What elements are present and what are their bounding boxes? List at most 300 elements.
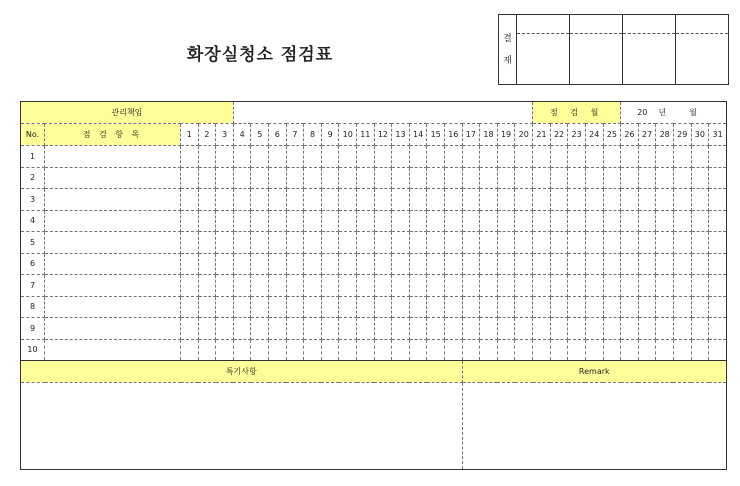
check-cell[interactable] xyxy=(198,275,216,297)
check-cell[interactable] xyxy=(480,275,498,297)
approval-slot[interactable] xyxy=(623,15,676,85)
check-cell[interactable] xyxy=(357,146,375,168)
check-cell[interactable] xyxy=(585,167,603,189)
check-cell[interactable] xyxy=(515,253,533,275)
check-cell[interactable] xyxy=(444,318,462,340)
check-cell[interactable] xyxy=(181,253,199,275)
item-cell[interactable] xyxy=(45,189,181,211)
check-cell[interactable] xyxy=(321,296,339,318)
check-cell[interactable] xyxy=(251,167,269,189)
item-cell[interactable] xyxy=(45,167,181,189)
check-cell[interactable] xyxy=(462,253,480,275)
check-cell[interactable] xyxy=(181,210,199,232)
check-cell[interactable] xyxy=(427,189,445,211)
check-cell[interactable] xyxy=(515,296,533,318)
check-cell[interactable] xyxy=(286,318,304,340)
check-cell[interactable] xyxy=(198,296,216,318)
check-cell[interactable] xyxy=(621,189,639,211)
check-cell[interactable] xyxy=(392,296,410,318)
check-cell[interactable] xyxy=(286,189,304,211)
check-cell[interactable] xyxy=(533,296,551,318)
check-cell[interactable] xyxy=(691,146,709,168)
check-cell[interactable] xyxy=(568,318,586,340)
check-cell[interactable] xyxy=(374,296,392,318)
check-cell[interactable] xyxy=(533,253,551,275)
check-cell[interactable] xyxy=(462,167,480,189)
check-cell[interactable] xyxy=(233,232,251,254)
check-cell[interactable] xyxy=(621,232,639,254)
check-cell[interactable] xyxy=(321,210,339,232)
check-cell[interactable] xyxy=(656,318,674,340)
check-cell[interactable] xyxy=(304,253,322,275)
check-cell[interactable] xyxy=(691,167,709,189)
check-cell[interactable] xyxy=(321,253,339,275)
check-cell[interactable] xyxy=(392,146,410,168)
check-cell[interactable] xyxy=(251,210,269,232)
check-cell[interactable] xyxy=(621,210,639,232)
check-cell[interactable] xyxy=(515,189,533,211)
check-cell[interactable] xyxy=(691,296,709,318)
item-cell[interactable] xyxy=(45,339,181,361)
check-cell[interactable] xyxy=(216,210,234,232)
check-cell[interactable] xyxy=(216,189,234,211)
check-cell[interactable] xyxy=(357,210,375,232)
check-cell[interactable] xyxy=(444,253,462,275)
check-cell[interactable] xyxy=(181,232,199,254)
check-cell[interactable] xyxy=(533,210,551,232)
check-cell[interactable] xyxy=(339,232,357,254)
check-cell[interactable] xyxy=(321,339,339,361)
check-cell[interactable] xyxy=(568,167,586,189)
check-cell[interactable] xyxy=(603,318,621,340)
check-cell[interactable] xyxy=(286,232,304,254)
item-cell[interactable] xyxy=(45,146,181,168)
check-cell[interactable] xyxy=(709,318,727,340)
check-cell[interactable] xyxy=(427,275,445,297)
check-cell[interactable] xyxy=(321,275,339,297)
check-cell[interactable] xyxy=(568,210,586,232)
check-cell[interactable] xyxy=(603,210,621,232)
check-cell[interactable] xyxy=(357,189,375,211)
check-cell[interactable] xyxy=(269,296,287,318)
check-cell[interactable] xyxy=(497,146,515,168)
check-cell[interactable] xyxy=(497,318,515,340)
check-cell[interactable] xyxy=(673,146,691,168)
check-cell[interactable] xyxy=(533,232,551,254)
check-cell[interactable] xyxy=(673,189,691,211)
check-cell[interactable] xyxy=(251,232,269,254)
check-cell[interactable] xyxy=(427,318,445,340)
check-cell[interactable] xyxy=(233,189,251,211)
check-cell[interactable] xyxy=(497,339,515,361)
check-cell[interactable] xyxy=(585,210,603,232)
check-cell[interactable] xyxy=(621,275,639,297)
check-cell[interactable] xyxy=(656,210,674,232)
check-cell[interactable] xyxy=(603,253,621,275)
check-cell[interactable] xyxy=(480,253,498,275)
check-cell[interactable] xyxy=(251,318,269,340)
check-cell[interactable] xyxy=(427,232,445,254)
check-cell[interactable] xyxy=(515,318,533,340)
check-cell[interactable] xyxy=(533,339,551,361)
check-cell[interactable] xyxy=(673,253,691,275)
check-cell[interactable] xyxy=(673,275,691,297)
check-cell[interactable] xyxy=(480,296,498,318)
check-cell[interactable] xyxy=(392,189,410,211)
check-cell[interactable] xyxy=(339,210,357,232)
check-cell[interactable] xyxy=(233,296,251,318)
check-cell[interactable] xyxy=(585,253,603,275)
check-cell[interactable] xyxy=(286,296,304,318)
check-cell[interactable] xyxy=(374,232,392,254)
check-cell[interactable] xyxy=(462,339,480,361)
check-cell[interactable] xyxy=(357,167,375,189)
check-cell[interactable] xyxy=(568,146,586,168)
check-cell[interactable] xyxy=(480,318,498,340)
notes-field[interactable] xyxy=(21,383,463,470)
check-cell[interactable] xyxy=(339,339,357,361)
check-cell[interactable] xyxy=(339,253,357,275)
check-cell[interactable] xyxy=(691,210,709,232)
check-cell[interactable] xyxy=(216,296,234,318)
check-cell[interactable] xyxy=(216,146,234,168)
check-cell[interactable] xyxy=(691,275,709,297)
check-cell[interactable] xyxy=(603,339,621,361)
check-cell[interactable] xyxy=(198,210,216,232)
check-cell[interactable] xyxy=(304,146,322,168)
check-cell[interactable] xyxy=(480,167,498,189)
inspection-month-field[interactable] xyxy=(621,102,727,124)
check-cell[interactable] xyxy=(462,296,480,318)
check-cell[interactable] xyxy=(550,210,568,232)
check-cell[interactable] xyxy=(621,253,639,275)
check-cell[interactable] xyxy=(321,232,339,254)
check-cell[interactable] xyxy=(656,189,674,211)
check-cell[interactable] xyxy=(392,232,410,254)
check-cell[interactable] xyxy=(621,339,639,361)
check-cell[interactable] xyxy=(321,318,339,340)
check-cell[interactable] xyxy=(357,318,375,340)
check-cell[interactable] xyxy=(321,189,339,211)
check-cell[interactable] xyxy=(585,232,603,254)
check-cell[interactable] xyxy=(638,253,656,275)
check-cell[interactable] xyxy=(427,253,445,275)
check-cell[interactable] xyxy=(233,167,251,189)
check-cell[interactable] xyxy=(251,146,269,168)
check-cell[interactable] xyxy=(480,146,498,168)
check-cell[interactable] xyxy=(656,275,674,297)
item-cell[interactable] xyxy=(45,210,181,232)
check-cell[interactable] xyxy=(550,339,568,361)
check-cell[interactable] xyxy=(497,275,515,297)
check-cell[interactable] xyxy=(339,318,357,340)
check-cell[interactable] xyxy=(251,339,269,361)
check-cell[interactable] xyxy=(339,167,357,189)
check-cell[interactable] xyxy=(286,339,304,361)
check-cell[interactable] xyxy=(357,275,375,297)
check-cell[interactable] xyxy=(585,339,603,361)
check-cell[interactable] xyxy=(515,339,533,361)
check-cell[interactable] xyxy=(621,146,639,168)
check-cell[interactable] xyxy=(409,210,427,232)
check-cell[interactable] xyxy=(409,146,427,168)
check-cell[interactable] xyxy=(691,253,709,275)
check-cell[interactable] xyxy=(321,167,339,189)
check-cell[interactable] xyxy=(409,167,427,189)
check-cell[interactable] xyxy=(374,189,392,211)
check-cell[interactable] xyxy=(409,253,427,275)
check-cell[interactable] xyxy=(480,189,498,211)
check-cell[interactable] xyxy=(198,189,216,211)
check-cell[interactable] xyxy=(480,210,498,232)
check-cell[interactable] xyxy=(550,318,568,340)
check-cell[interactable] xyxy=(269,146,287,168)
check-cell[interactable] xyxy=(233,146,251,168)
check-cell[interactable] xyxy=(181,318,199,340)
check-cell[interactable] xyxy=(515,167,533,189)
check-cell[interactable] xyxy=(709,210,727,232)
check-cell[interactable] xyxy=(550,253,568,275)
check-cell[interactable] xyxy=(269,318,287,340)
check-cell[interactable] xyxy=(462,232,480,254)
check-cell[interactable] xyxy=(216,253,234,275)
check-cell[interactable] xyxy=(550,296,568,318)
check-cell[interactable] xyxy=(585,189,603,211)
check-cell[interactable] xyxy=(638,146,656,168)
check-cell[interactable] xyxy=(286,210,304,232)
check-cell[interactable] xyxy=(181,189,199,211)
check-cell[interactable] xyxy=(462,189,480,211)
check-cell[interactable] xyxy=(233,339,251,361)
item-cell[interactable] xyxy=(45,275,181,297)
manager-field[interactable] xyxy=(233,102,532,124)
check-cell[interactable] xyxy=(603,275,621,297)
check-cell[interactable] xyxy=(709,146,727,168)
check-cell[interactable] xyxy=(656,296,674,318)
check-cell[interactable] xyxy=(374,253,392,275)
check-cell[interactable] xyxy=(427,210,445,232)
check-cell[interactable] xyxy=(550,146,568,168)
check-cell[interactable] xyxy=(621,296,639,318)
check-cell[interactable] xyxy=(304,339,322,361)
check-cell[interactable] xyxy=(709,253,727,275)
check-cell[interactable] xyxy=(251,296,269,318)
check-cell[interactable] xyxy=(603,296,621,318)
check-cell[interactable] xyxy=(585,275,603,297)
check-cell[interactable] xyxy=(603,232,621,254)
check-cell[interactable] xyxy=(427,339,445,361)
check-cell[interactable] xyxy=(181,296,199,318)
check-cell[interactable] xyxy=(709,296,727,318)
check-cell[interactable] xyxy=(409,232,427,254)
check-cell[interactable] xyxy=(198,167,216,189)
check-cell[interactable] xyxy=(304,275,322,297)
item-cell[interactable] xyxy=(45,232,181,254)
check-cell[interactable] xyxy=(374,275,392,297)
check-cell[interactable] xyxy=(550,189,568,211)
check-cell[interactable] xyxy=(233,275,251,297)
check-cell[interactable] xyxy=(515,210,533,232)
check-cell[interactable] xyxy=(603,146,621,168)
check-cell[interactable] xyxy=(497,189,515,211)
check-cell[interactable] xyxy=(339,146,357,168)
check-cell[interactable] xyxy=(673,232,691,254)
check-cell[interactable] xyxy=(568,253,586,275)
check-cell[interactable] xyxy=(392,167,410,189)
item-cell[interactable] xyxy=(45,253,181,275)
check-cell[interactable] xyxy=(198,232,216,254)
check-cell[interactable] xyxy=(497,253,515,275)
check-cell[interactable] xyxy=(462,275,480,297)
check-cell[interactable] xyxy=(269,253,287,275)
check-cell[interactable] xyxy=(673,167,691,189)
item-cell[interactable] xyxy=(45,296,181,318)
check-cell[interactable] xyxy=(638,210,656,232)
check-cell[interactable] xyxy=(533,189,551,211)
check-cell[interactable] xyxy=(321,146,339,168)
check-cell[interactable] xyxy=(444,232,462,254)
check-cell[interactable] xyxy=(603,167,621,189)
check-cell[interactable] xyxy=(269,210,287,232)
check-cell[interactable] xyxy=(444,210,462,232)
check-cell[interactable] xyxy=(709,167,727,189)
check-cell[interactable] xyxy=(233,253,251,275)
check-cell[interactable] xyxy=(638,339,656,361)
check-cell[interactable] xyxy=(251,275,269,297)
check-cell[interactable] xyxy=(357,253,375,275)
check-cell[interactable] xyxy=(480,232,498,254)
check-cell[interactable] xyxy=(427,146,445,168)
check-cell[interactable] xyxy=(339,189,357,211)
check-cell[interactable] xyxy=(444,296,462,318)
check-cell[interactable] xyxy=(181,167,199,189)
check-cell[interactable] xyxy=(181,339,199,361)
approval-slot[interactable] xyxy=(570,15,623,85)
check-cell[interactable] xyxy=(216,232,234,254)
check-cell[interactable] xyxy=(638,318,656,340)
check-cell[interactable] xyxy=(709,275,727,297)
check-cell[interactable] xyxy=(621,167,639,189)
check-cell[interactable] xyxy=(656,339,674,361)
check-cell[interactable] xyxy=(497,296,515,318)
check-cell[interactable] xyxy=(286,146,304,168)
check-cell[interactable] xyxy=(216,318,234,340)
check-cell[interactable] xyxy=(392,318,410,340)
check-cell[interactable] xyxy=(709,339,727,361)
check-cell[interactable] xyxy=(304,296,322,318)
check-cell[interactable] xyxy=(691,339,709,361)
check-cell[interactable] xyxy=(286,275,304,297)
check-cell[interactable] xyxy=(462,210,480,232)
check-cell[interactable] xyxy=(198,253,216,275)
check-cell[interactable] xyxy=(444,189,462,211)
check-cell[interactable] xyxy=(392,339,410,361)
check-cell[interactable] xyxy=(357,339,375,361)
check-cell[interactable] xyxy=(374,318,392,340)
check-cell[interactable] xyxy=(550,232,568,254)
check-cell[interactable] xyxy=(251,189,269,211)
check-cell[interactable] xyxy=(216,275,234,297)
check-cell[interactable] xyxy=(621,318,639,340)
check-cell[interactable] xyxy=(233,318,251,340)
check-cell[interactable] xyxy=(638,232,656,254)
check-cell[interactable] xyxy=(533,167,551,189)
check-cell[interactable] xyxy=(286,253,304,275)
check-cell[interactable] xyxy=(568,189,586,211)
check-cell[interactable] xyxy=(515,146,533,168)
check-cell[interactable] xyxy=(198,339,216,361)
check-cell[interactable] xyxy=(709,189,727,211)
check-cell[interactable] xyxy=(216,167,234,189)
check-cell[interactable] xyxy=(709,232,727,254)
check-cell[interactable] xyxy=(374,167,392,189)
check-cell[interactable] xyxy=(691,318,709,340)
approval-slot[interactable] xyxy=(676,15,729,85)
check-cell[interactable] xyxy=(638,275,656,297)
check-cell[interactable] xyxy=(444,339,462,361)
check-cell[interactable] xyxy=(638,296,656,318)
check-cell[interactable] xyxy=(497,167,515,189)
check-cell[interactable] xyxy=(444,275,462,297)
check-cell[interactable] xyxy=(409,318,427,340)
check-cell[interactable] xyxy=(462,318,480,340)
check-cell[interactable] xyxy=(198,318,216,340)
check-cell[interactable] xyxy=(497,210,515,232)
check-cell[interactable] xyxy=(656,232,674,254)
check-cell[interactable] xyxy=(233,210,251,232)
check-cell[interactable] xyxy=(673,339,691,361)
check-cell[interactable] xyxy=(673,296,691,318)
check-cell[interactable] xyxy=(444,167,462,189)
check-cell[interactable] xyxy=(533,275,551,297)
check-cell[interactable] xyxy=(304,167,322,189)
check-cell[interactable] xyxy=(304,210,322,232)
check-cell[interactable] xyxy=(392,210,410,232)
check-cell[interactable] xyxy=(656,167,674,189)
item-cell[interactable] xyxy=(45,318,181,340)
remark-field[interactable] xyxy=(462,383,726,470)
check-cell[interactable] xyxy=(374,146,392,168)
check-cell[interactable] xyxy=(339,296,357,318)
check-cell[interactable] xyxy=(568,339,586,361)
check-cell[interactable] xyxy=(339,275,357,297)
check-cell[interactable] xyxy=(374,210,392,232)
check-cell[interactable] xyxy=(550,275,568,297)
check-cell[interactable] xyxy=(409,339,427,361)
check-cell[interactable] xyxy=(533,318,551,340)
check-cell[interactable] xyxy=(638,167,656,189)
check-cell[interactable] xyxy=(181,146,199,168)
check-cell[interactable] xyxy=(444,146,462,168)
check-cell[interactable] xyxy=(550,167,568,189)
check-cell[interactable] xyxy=(269,339,287,361)
check-cell[interactable] xyxy=(198,146,216,168)
check-cell[interactable] xyxy=(673,318,691,340)
check-cell[interactable] xyxy=(286,167,304,189)
check-cell[interactable] xyxy=(392,275,410,297)
check-cell[interactable] xyxy=(568,296,586,318)
check-cell[interactable] xyxy=(409,275,427,297)
check-cell[interactable] xyxy=(691,232,709,254)
check-cell[interactable] xyxy=(533,146,551,168)
check-cell[interactable] xyxy=(269,167,287,189)
check-cell[interactable] xyxy=(568,232,586,254)
check-cell[interactable] xyxy=(585,146,603,168)
check-cell[interactable] xyxy=(638,189,656,211)
check-cell[interactable] xyxy=(392,253,410,275)
check-cell[interactable] xyxy=(480,339,498,361)
check-cell[interactable] xyxy=(515,275,533,297)
